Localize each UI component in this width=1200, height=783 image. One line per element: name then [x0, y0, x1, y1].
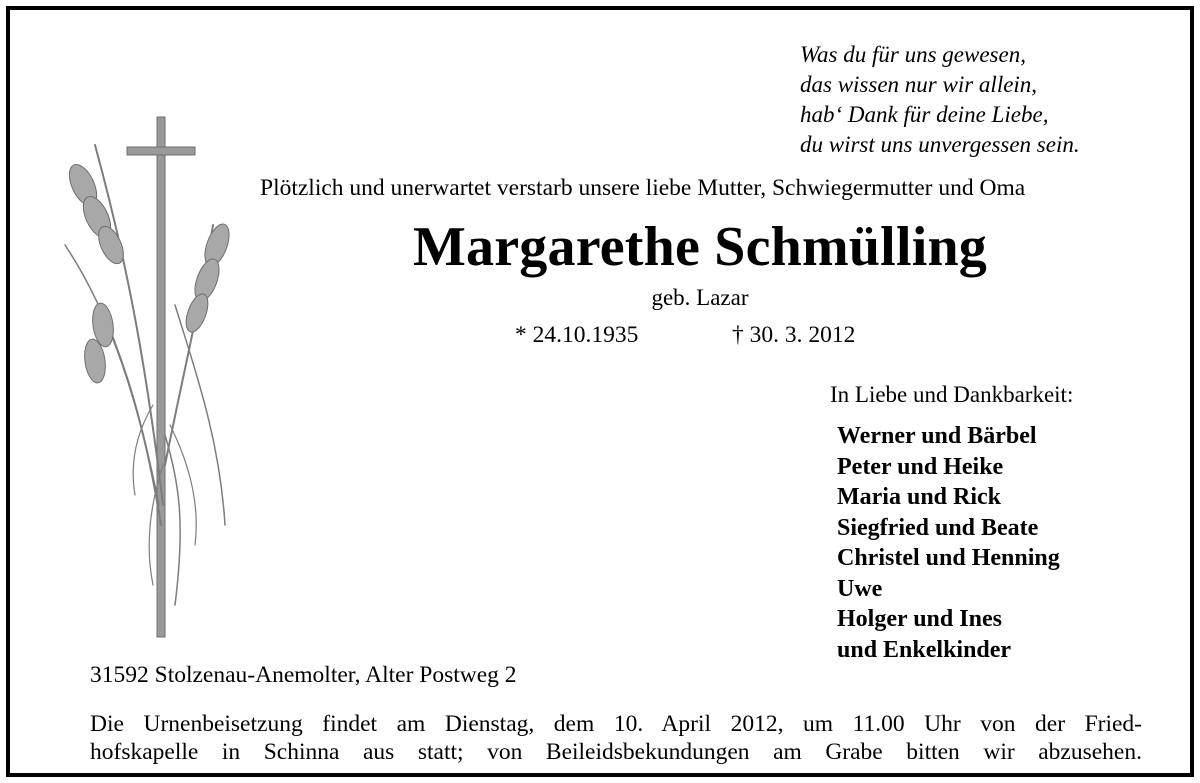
birth-date: * 24.10.1935 — [515, 322, 639, 348]
poem-line: du wirst uns unvergessen sein. — [800, 132, 1080, 157]
funeral-notice-line: Die Urnenbeisetzung findet am Dienstag, dem 10. April 2012, um 11.00 Uhr von der Fried- — [90, 711, 1142, 737]
maiden-name: geb. Lazar — [651, 285, 749, 310]
obituary-notice — [6, 6, 1194, 777]
address: 31592 Stolzenau-Anemolter, Alter Postweg 2 — [90, 662, 517, 688]
funeral-notice-line: hofskapelle in Schinna aus statt; von Beileidsbekundungen am Grabe bitten wir abzusehen. — [90, 739, 1142, 765]
mourner-name: Werner und Bärbel — [837, 423, 1037, 449]
intro-text: Plötzlich und unerwartet verstarb unsere liebe Mutter, Schwiegermutter und Oma — [260, 175, 1026, 201]
mourner-name: Holger und Ines — [837, 606, 1002, 632]
poem-line: das wissen nur wir allein, — [800, 72, 1038, 97]
poem — [800, 40, 1080, 160]
mourners-heading: In Liebe und Dankbarkeit: — [830, 382, 1074, 407]
mourner-name: Uwe — [837, 575, 883, 602]
deceased-name: Margarethe Schmülling — [412, 216, 988, 278]
mourners-list — [837, 421, 1060, 665]
mourner-name: Maria und Rick — [837, 484, 1002, 510]
death-date: † 30. 3. 2012 — [732, 322, 856, 348]
mourner-name: Christel und Henning — [837, 545, 1060, 571]
mourner-name: Siegfried und Beate — [837, 514, 1039, 541]
poem-line: hab‘ Dank für deine Liebe, — [800, 102, 1049, 127]
cross-with-wheat-icon — [35, 105, 235, 645]
mourner-name: und Enkelkinder — [837, 636, 1012, 663]
mourner-name: Peter und Heike — [837, 453, 1004, 480]
poem-line: Was du für uns gewesen, — [800, 42, 1026, 67]
funeral-notice — [90, 710, 1142, 766]
